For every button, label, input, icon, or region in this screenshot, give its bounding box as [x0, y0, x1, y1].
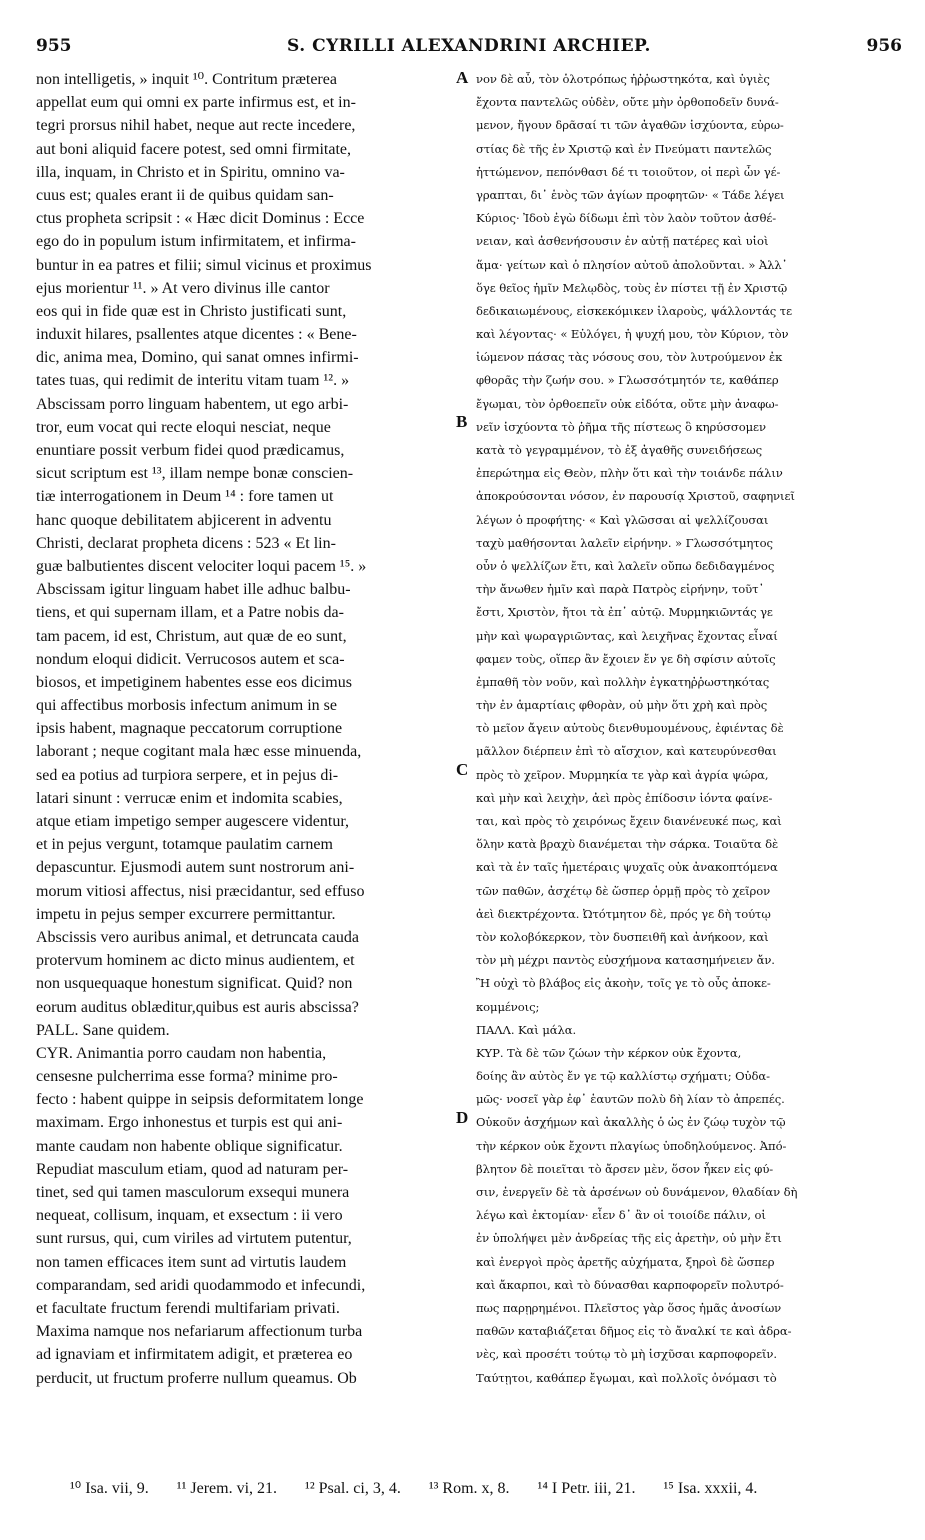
footnote: ¹⁵ Isa. xxxii, 4. [663, 1480, 758, 1497]
greek-text-line: βλητον δὲ ποιεῖται τὸ ἄρσεν μὲν, ὅσον ἧκεν εἰς φύ- [476, 1161, 774, 1176]
greek-text-line: ἰώμενον πάσας τὰς νόσους σου, τὸν λυτρούμενον ἐκ [476, 350, 783, 365]
greek-text-line: πως παρῃρημένοι. Πλεῖστος γὰρ ὅσος ἡμᾶς ἀνοσίων [476, 1300, 782, 1315]
greek-text-line: λέγω καὶ ἐκτομίαν· εἶεν δ᾽ ἂν οἱ τοιοίδε πάλιν, οἱ [476, 1208, 766, 1223]
greek-text-line: λέγων ὁ προφήτης· « Καὶ γλῶσσαι αἱ ψελλίζουσαι [476, 512, 769, 527]
margin-letter-a: A [456, 68, 469, 87]
greek-text-line: τὸ μεῖον ἄγειν αὐτοὺς διενθυμουμένους, ἐφιέντας δὲ [476, 721, 784, 736]
greek-text-line: μῶς· νοσεῖ γὰρ ἐφ᾽ ἑαυτῶν πολὺ δὴ λίαν τὸ ἀπρεπές. [476, 1092, 785, 1107]
latin-text-line: ejus morientur ¹¹. » At vero divinus ille cantor [36, 279, 330, 297]
latin-text-line: laborant ; neque cogitant mala hæc esse minuenda, [36, 743, 362, 761]
greek-text-line: καὶ μὴν καὶ λειχὴν, ἀεὶ πρὸς ἐπίδοσιν ἰόντα φαίνε- [476, 790, 773, 805]
greek-text-line: φαμεν τοὺς, οἵπερ ἂν ἔχοιεν ἔν γε δὴ σφίσιν αὐτοῖς [476, 651, 776, 666]
latin-text-line: illa, inquam, in Christo et in Spiritu, omnino va- [36, 163, 345, 181]
greek-text-line: ἡττώμενον, πεπόνθασι δέ τι τοιοῦτον, οἱ περὶ ὧν γέ- [476, 164, 781, 179]
latin-text-line: dic, anima mea, Domino, qui sanat omnes infirmi- [36, 349, 359, 367]
latin-text-line: PALL. Sane quidem. [36, 1021, 170, 1039]
latin-text-line: guæ balbutientes discent velociter loqui pacem ¹⁵. » [36, 557, 367, 575]
greek-text-line: μᾶλλον διέρπειν ἐπὶ τὸ αἴσχιον, καὶ κατευρύνεσθαι [476, 744, 777, 759]
latin-text-line: ipsis habent, magnaque peccatorum corruptione [36, 720, 343, 738]
greek-text-line: ὅγε θεῖος ἡμῖν Μελῳδὸς, τοὺς ἐν πίστει τῇ ἐν Χριστῷ [476, 280, 788, 295]
greek-text-line: νὲς, καὶ προσέτι τούτῳ τὸ μὴ ἰσχῦσαι καρποφορεῖν. [476, 1347, 777, 1362]
latin-text-line: enuntiare possit verbum fidei quod prædicamus, [36, 442, 345, 459]
latin-text-line: maximam. Ergo inhonestus et turpis est qui ani- [36, 1114, 343, 1132]
latin-text-line: non usquequaque honestum significat. Quid? non [36, 975, 353, 993]
greek-text-line: οὖν ὁ ψελλίζων ἔτι, καὶ λαλεῖν οὔπω δεδιδαγμένος [476, 558, 775, 573]
latin-text-line: Maxima namque nos nefariarum affectionum turba [36, 1323, 363, 1341]
latin-text-line: non tamen efficaces item sunt ad virtutis laudem [36, 1253, 347, 1271]
latin-text-line: sunt rursus, qui, cum viriles ad virtutem putentur, [36, 1230, 352, 1248]
footnotes [70, 1478, 900, 1498]
latin-text-line: ad ignaviam et infirmitatem adigit, et præterea eo [36, 1346, 353, 1364]
greek-text-line: νον δὲ αὖ, τὸν ὁλοτρόπως ἠῤῥωστηκότα, καὶ ὑγιὲς [476, 72, 770, 86]
latin-text-line: nondum eloqui didicit. Verrucosos autem et sca- [36, 650, 345, 668]
greek-text-line: φθορᾶς τὴν ζωήν σου. » Γλωσσότμητόν τε, καθάπερ [476, 373, 779, 388]
latin-text-line: non intelligetis, » inquit ¹⁰. Contritum præterea [36, 71, 337, 88]
greek-text-line: ὅλην κατὰ βραχὺ διανέμεται τὴν σάρκα. Τοιαῦτα δὲ [476, 837, 779, 852]
greek-column [476, 68, 797, 1390]
margin-letter-c: C [456, 760, 469, 779]
latin-text-line: censesne pulcherrima esse forma? minime pro- [36, 1068, 338, 1086]
greek-text-line: κομμένοις; [476, 999, 540, 1014]
greek-text-line: καὶ ἄκαρποι, καὶ τὸ δύνασθαι καρποφορεῖν πολυτρό- [476, 1277, 784, 1292]
latin-text-line: buntur in ea patres et filii; simul vicinus et proximus [36, 256, 372, 274]
greek-text-line: τὴν ἄνωθεν ἡμῖν καὶ παρὰ Πατρὸς εἰρήνην, τοῦτ᾽ [476, 582, 765, 597]
latin-text-line: fecto : habent quippe in seipsis deformitatem longe [36, 1091, 364, 1109]
footnote: ¹³ Rom. x, 8. [428, 1480, 510, 1497]
latin-text-line: ctus propheta scripsit : « Hæc dicit Dominus : Ecce [36, 210, 365, 228]
footnote: ¹⁴ I Petr. iii, 21. [537, 1480, 636, 1497]
greek-text-line: Οὐκοῦν ἀσχήμων καὶ ἀκαλλὴς ὁ ὡς ἐν ζώῳ τυχὸν τῷ [476, 1115, 786, 1130]
greek-text-line: Ἢ οὐχὶ τὸ βλάβος εἰς ἀκοὴν, τοῖς γε τὸ οὖς ἀποκε- [476, 976, 771, 991]
greek-text-line: ἐπερώτημα εἰς Θεὸν, πλὴν ὅτι καὶ τὴν τοιάνδε πάλιν [476, 466, 783, 481]
latin-text-line: Repudiat masculum etiam, quod ad naturam per- [36, 1160, 349, 1178]
latin-text-line: tates tuas, qui redimit de interitu vitam tuam ¹². » [36, 372, 350, 390]
latin-text-line: tiæ interrogationem in Deum ¹⁴ : fore tamen ut [36, 488, 334, 506]
latin-text-line: appellat eum qui omni ex parte infirmus est, et in- [36, 94, 356, 112]
latin-text-line: tegri prorsus nihil habet, neque aut recte incedere, [36, 117, 356, 135]
latin-text-line: Abscissam porro linguam habentem, ut ego arbi- [36, 395, 349, 413]
greek-text-line: ἔχοντα παντελῶς οὐδὲν, οὔτε μὴν ὀρθοποδεῖν δυνά- [476, 95, 779, 110]
latin-text-line: Christi, declarat propheta dicens : 523 « Et lin- [36, 534, 336, 552]
greek-text-line: ἐμπαθῆ τὸν νοῦν, καὶ πολλὴν ἐγκατηῤῥωστηκότας [476, 674, 770, 689]
greek-text-line: μὴν καὶ ψωραγριῶντας, καὶ λειχῆνας ἔχοντας εἶναί [476, 628, 778, 643]
latin-text-line: mante caudam non habente oblique significatur. [36, 1137, 343, 1155]
greek-text-line: ΚΥΡ. Τὰ δὲ τῶν ζώων τὴν κέρκον οὐκ ἔχοντα, [476, 1045, 742, 1060]
margin-letter-d: D [456, 1108, 469, 1127]
greek-text-line: γραπται, δι᾽ ἑνὸς τῶν ἁγίων προφητῶν· « Τάδε λέγει [476, 187, 785, 202]
latin-text-line: latari sinunt : verrucæ enim et indomita scabies, [36, 789, 343, 807]
greek-text-line: ἐν ὑπολήψει μὲν ἀνδρείας τῆς εἰς ἀρετὴν, οὐ μὴν ἔτι [476, 1231, 782, 1246]
latin-text-line: cuus est; quales erant ii de quibus quidam san- [36, 186, 334, 204]
margin-letter-b: B [456, 412, 468, 431]
greek-text-line: ται, καὶ πρὸς τὸ χειρόνως ἔχειν διανένευκέ πως, καὶ [476, 814, 782, 828]
latin-text-line: perducit, ut fructum proferre nullum queamus. Ob [36, 1369, 357, 1387]
latin-text-line: morum vitiosi affectus, nisi præcidantur, sed effuso [36, 882, 365, 900]
latin-text-line: induxit hilares, psallentes atque dicentes : « Bene- [36, 326, 357, 344]
latin-text-line: CYR. Animantia porro caudam non habentia, [36, 1044, 327, 1062]
greek-text-line: στίας δὲ τῆς ἐν Χριστῷ καὶ ἐν Πνεύματι παντελῶς [476, 141, 772, 156]
footnote: ¹¹ Jerem. vi, 21. [176, 1480, 278, 1497]
greek-text-line: Κύριος· Ἰδοὺ ἐγὼ δίδωμι ἐπὶ τὸν λαὸν τοῦτον ἀσθέ- [476, 211, 777, 226]
running-title: S. CYRILLI ALEXANDRINI ARCHIEP. [287, 36, 651, 56]
greek-text-line: κατὰ τὸ γεγραμμένον, τὸ ἐξ ἀγαθῆς συνειδήσεως [476, 443, 763, 457]
greek-text-line: ἔστι, Χριστὸν, ἤτοι τὰ ἐπ᾽ αὐτῷ. Μυρμηκιῶντάς γε [476, 605, 773, 620]
footnote: ¹² Psal. ci, 3, 4. [305, 1480, 401, 1497]
footnote: ¹⁰ Isa. vii, 9. [70, 1480, 149, 1497]
latin-text-line: depascuntur. Ejusmodi autem sunt nostrorum ani- [36, 859, 355, 877]
latin-text-line: biosos, et impetiginem habentes esse eos dicimus [36, 673, 352, 691]
greek-text-line: τὴν ἐν ἁμαρτίαις φθορὰν, οὐ μὴν ὅτι χρὴ καὶ πρὸς [476, 698, 768, 713]
latin-text-line: Abscissis vero auribus animal, et detruncata cauda [36, 928, 359, 946]
greek-text-line: ἀεὶ διεκτρέχοντα. Ὠτότμητον δὲ, πρός γε δὴ τούτῳ [476, 906, 771, 921]
latin-text-line: aut boni aliquid facere potest, sed omni firmitate, [36, 140, 352, 158]
latin-text-line: tror, eum vocat qui recte eloqui nesciat, neque [36, 418, 331, 436]
page-number-right: 956 [866, 36, 902, 56]
latin-text-line: et in pejus vergunt, totamque paulatim carnem [36, 836, 333, 854]
latin-text-line: sicut scriptum est ¹³, illam nempe bonæ conscien- [36, 465, 354, 483]
latin-text-line: protervum hominem ac dicto minus audientem, et [36, 952, 355, 970]
latin-text-line: tiens, et qui supernam illam, et a Patre nobis da- [36, 604, 344, 622]
latin-text-line: qui affectibus morbosis infectum animum in se [36, 697, 337, 715]
greek-text-line: δοίης ἂν αὐτὸς ἔν γε τῷ καλλίστῳ σχήματι; Οὐδα- [476, 1069, 770, 1084]
latin-text-line: eorum auditus oblæditur,quibus est auris abscissa? [36, 998, 359, 1016]
greek-text-line: καὶ ἐνεργοὶ πρὸς ἀρετῆς αὐχήματα, ξηροὶ δὲ ὥσπερ [476, 1254, 775, 1269]
page-number-left: 955 [36, 36, 72, 56]
greek-text-line: τῶν παθῶν, ἀσχέτῳ δὲ ὥσπερ ὁρμῇ πρὸς τὸ χεῖρον [476, 883, 771, 898]
greek-text-line: τὸν κολοβόκερκον, τὸν δυσπειθῆ καὶ ἀνήκοον, καὶ [476, 929, 769, 944]
greek-text-line: Ταύτῃτοι, καθάπερ ἔγωμαι, καὶ πολλοῖς ὀνόμασι τὸ [476, 1370, 777, 1385]
latin-text-line: ego do in populum istum infirmitatem, et infirma- [36, 233, 356, 251]
latin-text-line: tam pacem, id est, Christum, aut quæ de eo sunt, [36, 627, 347, 645]
greek-text-line: νειαν, καὶ ἀσθενήσουσιν ἐν αὐτῇ πατέρες καὶ υἱοὶ [476, 234, 769, 249]
greek-text-line: τὸν μὴ μέχρι παντὸς εὐσχήμονα κατασημήνειεν ἄν. [476, 953, 775, 968]
greek-text-line: ἅμα· γείτων καὶ ὁ πλησίον αὐτοῦ ἀπολοῦνται. » Ἀλλ᾽ [476, 257, 788, 272]
greek-text-line: καὶ τὰ ἐν ταῖς ἡμετέραις ψυχαῖς οὐκ ἀνακοπτόμενα [476, 860, 778, 875]
greek-text-line: μενον, ἤγουν δρᾶσαί τι τῶν ἀγαθῶν ἰσχύοντα, εὐρω- [476, 118, 784, 133]
greek-text-line: σιν, ἐνεργεῖν δὲ τὰ ἀρσένων οὐ δυνάμενον, θλαδίαν δὴ [476, 1185, 798, 1199]
latin-text-line: sed ea potius ad turpiora serpere, et in pejus di- [36, 766, 339, 784]
page-header [36, 36, 902, 60]
greek-text-line: νεῖν ἰσχύοντα τὸ ῥῆμα τῆς πίστεως ὃ κηρύσσομεν [476, 419, 766, 434]
greek-text-line: ἔγωμαι, τὸν ὀρθοεπεῖν οὐκ εἰδότα, οὔτε μὴν ἀναφω- [476, 396, 779, 411]
latin-text-line: Abscissam igitur linguam habet ille adhuc balbu- [36, 581, 351, 599]
latin-text-line: comparandam, sed aridi quodammodo et infecundi, [36, 1276, 366, 1294]
greek-text-line: ἀποκρούσονται νόσον, ἐν παρουσίᾳ Χριστοῦ, σαφηνιεῖ [476, 489, 795, 504]
latin-text-line: tinet, sed qui tamen masculorum exsequi munera [36, 1184, 350, 1201]
greek-text-line: ταχὺ μαθήσονται λαλεῖν εἰρήνην. » Γλωσσότμητος [476, 535, 773, 550]
latin-text-line: impetu in pejus semper excurrere permittantur. [36, 905, 336, 923]
latin-column [36, 68, 372, 1390]
latin-text-line: eos qui in fide quæ est in Christo justificati sunt, [36, 302, 347, 320]
latin-text-line: et facultate fructum ferendi multifariam privati. [36, 1299, 340, 1317]
latin-text-line: nequeat, collisum, inquam, et exsectum : ii vero [36, 1207, 343, 1225]
greek-text-line: δεδικαιωμένους, εἰσκεκόμικεν ἱλαροὺς, ψάλλοντάς τε [476, 303, 792, 318]
greek-text-line: ΠΑΛΛ. Καὶ μάλα. [476, 1022, 577, 1037]
greek-text-line: πρὸς τὸ χεῖρον. Μυρμηκία τε γὰρ καὶ ἀγρία ψώρα, [476, 767, 769, 782]
greek-text-line: καὶ λέγοντας· « Εὐλόγει, ἡ ψυχή μου, τὸν Κύριον, τὸν [476, 327, 789, 342]
greek-text-line: παθῶν καταβιάζεται δῆμος εἰς τὸ ἄναλκί τε καὶ ἀδρα- [476, 1324, 792, 1339]
greek-text-line: τὴν κέρκον οὐκ ἔχοντι πλαγίως ὑποδηλούμενος. Ἀπό- [476, 1138, 787, 1153]
latin-text-line: atque etiam impetigo semper augescere videntur, [36, 813, 350, 830]
latin-text-line: hanc quoque debilitatem abjicerent in adventu [36, 511, 332, 529]
